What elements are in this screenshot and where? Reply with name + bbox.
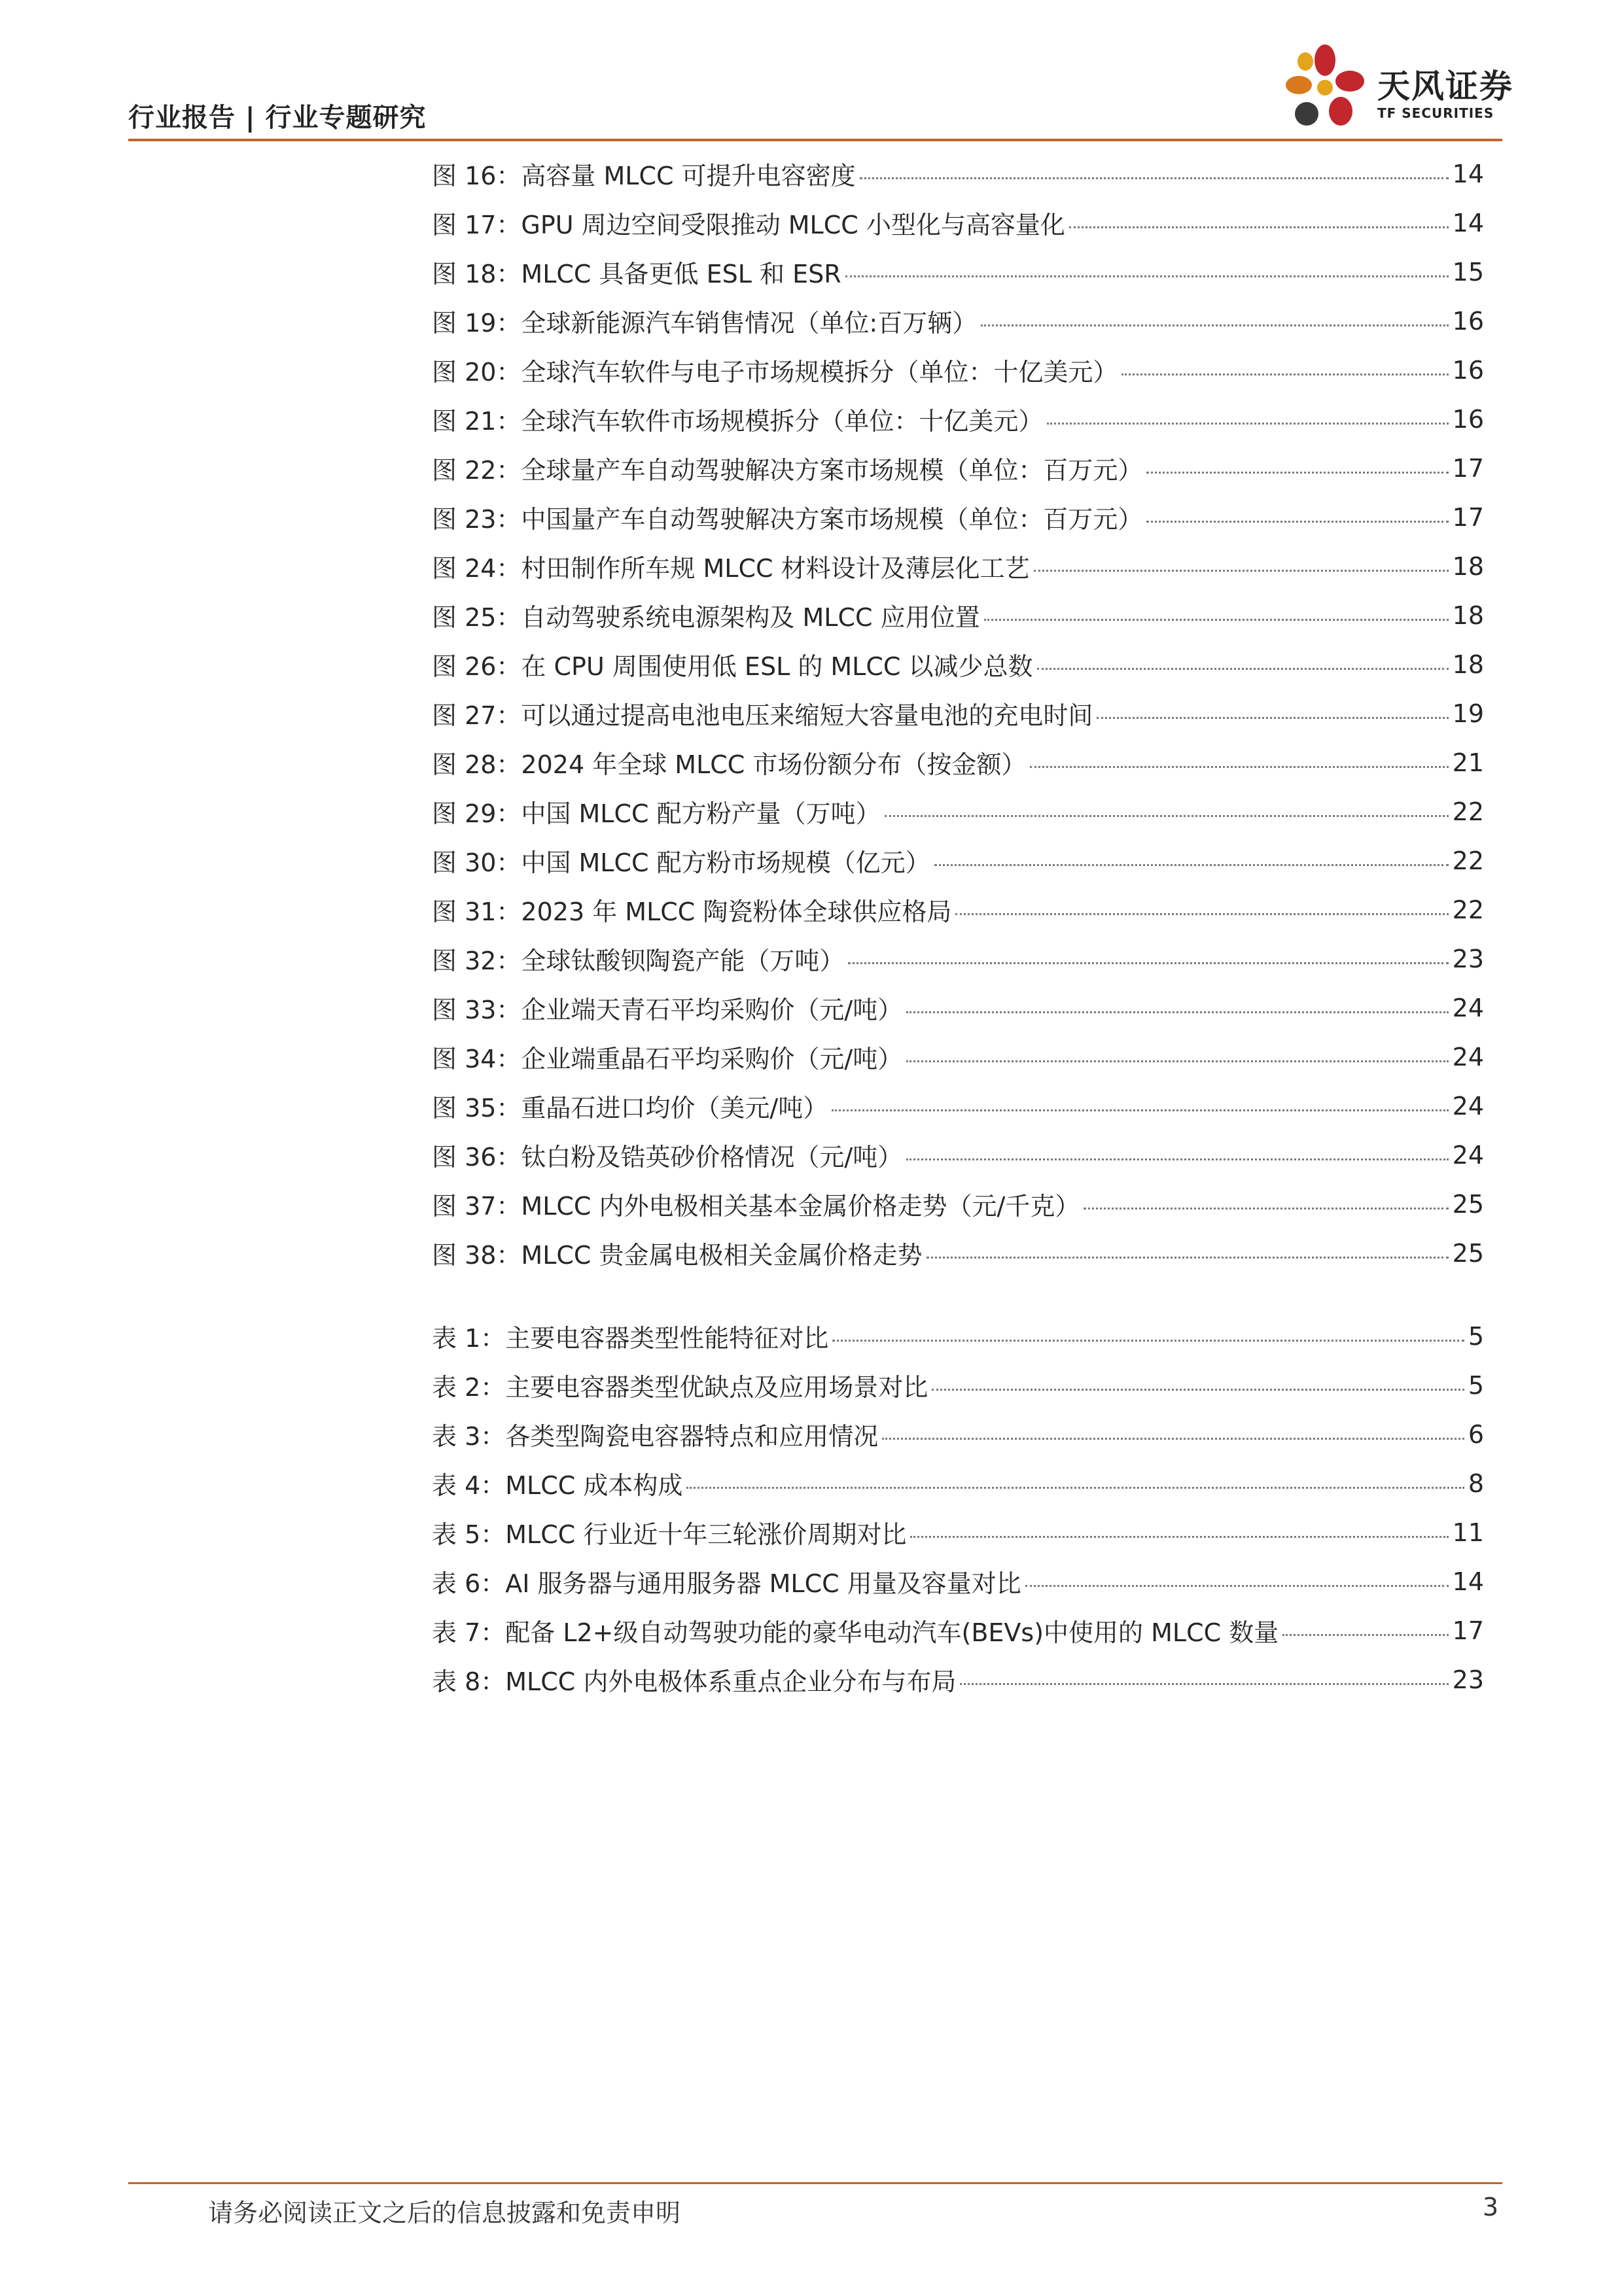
table-toc-entry[interactable] bbox=[432, 1459, 1484, 1508]
logo-english-name: TF SECURITIES bbox=[1377, 105, 1494, 121]
toc-entry-page[interactable]: 14 bbox=[1452, 159, 1484, 188]
toc-entry-page[interactable]: 23 bbox=[1452, 944, 1484, 973]
figure-toc-entry[interactable] bbox=[432, 542, 1484, 591]
toc-entry-page[interactable]: 16 bbox=[1452, 404, 1484, 434]
toc-entry-page[interactable]: 18 bbox=[1452, 600, 1484, 630]
toc-entry-page[interactable]: 18 bbox=[1452, 650, 1484, 679]
figure-toc-entry[interactable] bbox=[432, 885, 1484, 934]
toc-entry-label[interactable]: 图 32：全球钛酸钡陶瓷产能（万吨） bbox=[432, 947, 845, 975]
toc-entry-label[interactable]: 表 3：各类型陶瓷电容器特点和应用情况 bbox=[432, 1422, 879, 1451]
table-toc-entry[interactable] bbox=[432, 1361, 1484, 1410]
toc-entry-label[interactable]: 图 21：全球汽车软件市场规模拆分（单位：十亿美元） bbox=[432, 407, 1044, 436]
figure-toc-entry[interactable] bbox=[432, 247, 1484, 296]
figure-toc-entry[interactable] bbox=[432, 1032, 1484, 1081]
dot-leader bbox=[981, 324, 1448, 326]
toc-entry-page[interactable]: 5 bbox=[1468, 1370, 1484, 1400]
figure-toc-entry[interactable] bbox=[432, 1179, 1484, 1228]
table-toc-entry[interactable] bbox=[432, 1508, 1484, 1557]
header-title: 行业报告 | 行业专题研究 bbox=[128, 103, 427, 133]
dot-leader bbox=[910, 1536, 1448, 1538]
table-toc-entry[interactable] bbox=[432, 1312, 1484, 1361]
figure-toc-entry[interactable] bbox=[432, 493, 1484, 542]
table-toc-entry[interactable] bbox=[432, 1606, 1484, 1655]
toc-entry-page[interactable]: 25 bbox=[1452, 1238, 1484, 1268]
dot-leader bbox=[1034, 570, 1449, 572]
figure-toc-entry[interactable] bbox=[432, 640, 1484, 689]
figure-toc-entry[interactable] bbox=[432, 198, 1484, 247]
toc-entry-page[interactable]: 24 bbox=[1452, 1140, 1484, 1170]
dot-leader bbox=[1097, 717, 1448, 719]
toc-entry-label[interactable]: 表 5：MLCC 行业近十年三轮涨价周期对比 bbox=[432, 1520, 907, 1549]
footer-divider bbox=[128, 2182, 1502, 2184]
dot-leader bbox=[934, 864, 1449, 866]
toc-entry-page[interactable]: 8 bbox=[1468, 1469, 1484, 1498]
dot-leader bbox=[927, 1257, 1449, 1259]
toc-entry-label[interactable]: 表 7：配备 L2+级自动驾驶功能的豪华电动汽车(BEVs)中使用的 MLCC 数量 bbox=[432, 1618, 1279, 1647]
toc-entry-label[interactable]: 图 26：在 CPU 周围使用低 ESL 的 MLCC 以减少总数 bbox=[432, 652, 1033, 681]
dot-leader bbox=[906, 1011, 1448, 1013]
flower-logo-icon bbox=[1279, 41, 1371, 132]
toc-entry-label[interactable]: 图 28：2024 年全球 MLCC 市场份额分布（按金额） bbox=[432, 750, 1027, 779]
toc-entry-page[interactable]: 14 bbox=[1452, 1567, 1484, 1596]
toc-entry-page[interactable]: 17 bbox=[1452, 502, 1484, 532]
toc-entry-page[interactable]: 24 bbox=[1452, 1042, 1484, 1071]
toc-entry-label[interactable]: 图 27：可以通过提高电池电压来缩短大容量电池的充电时间 bbox=[432, 701, 1093, 730]
toc-entry-label[interactable]: 图 33：企业端天青石平均采购价（元/吨） bbox=[432, 996, 903, 1024]
company-logo bbox=[1279, 41, 1513, 132]
table-toc-entry[interactable] bbox=[432, 1557, 1484, 1606]
dot-leader bbox=[1146, 472, 1448, 474]
toc-entry-label[interactable]: 图 16：高容量 MLCC 可提升电容密度 bbox=[432, 162, 856, 190]
dot-leader bbox=[1069, 226, 1449, 228]
toc-entry-page[interactable]: 23 bbox=[1452, 1665, 1484, 1694]
dot-leader bbox=[1047, 423, 1448, 425]
toc-entry-label[interactable]: 表 4：MLCC 成本构成 bbox=[432, 1471, 683, 1500]
toc-entry-page[interactable]: 16 bbox=[1452, 306, 1484, 336]
figure-toc-entry[interactable] bbox=[432, 1081, 1484, 1130]
figure-toc-entry[interactable] bbox=[432, 787, 1484, 836]
dot-leader bbox=[882, 1438, 1464, 1440]
toc-entry-label[interactable]: 图 37：MLCC 内外电极相关基本金属价格走势（元/千克） bbox=[432, 1192, 1080, 1221]
table-toc-entry[interactable] bbox=[432, 1655, 1484, 1704]
toc-entry-label[interactable]: 表 2：主要电容器类型优缺点及应用场景对比 bbox=[432, 1373, 928, 1402]
toc-entry-page[interactable]: 6 bbox=[1468, 1419, 1484, 1449]
toc-entry-page[interactable]: 15 bbox=[1452, 257, 1484, 287]
dot-leader bbox=[906, 1158, 1448, 1160]
figure-toc-entry[interactable] bbox=[432, 738, 1484, 787]
figure-toc-entry[interactable] bbox=[432, 1228, 1484, 1278]
figure-toc-entry[interactable] bbox=[432, 689, 1484, 738]
toc-entry-page[interactable]: 22 bbox=[1452, 797, 1484, 826]
dot-leader bbox=[832, 1109, 1448, 1111]
toc-entry-page[interactable]: 24 bbox=[1452, 993, 1484, 1022]
toc-entry-page[interactable]: 24 bbox=[1452, 1091, 1484, 1121]
toc-entry-label[interactable]: 图 30：中国 MLCC 配方粉市场规模（亿元） bbox=[432, 848, 930, 877]
toc-entry-label[interactable]: 图 22：全球量产车自动驾驶解决方案市场规模（单位：百万元） bbox=[432, 456, 1143, 485]
page-number: 3 bbox=[1482, 2193, 1498, 2221]
toc-entry-page[interactable]: 22 bbox=[1452, 895, 1484, 924]
dot-leader bbox=[955, 913, 1448, 915]
toc-entry-page[interactable]: 21 bbox=[1452, 748, 1484, 777]
figure-toc-entry[interactable] bbox=[432, 1130, 1484, 1179]
toc-entry-label[interactable]: 表 1：主要电容器类型性能特征对比 bbox=[432, 1324, 829, 1353]
dot-leader bbox=[1146, 521, 1448, 523]
toc-entry-label[interactable]: 图 31：2023 年 MLCC 陶瓷粉体全球供应格局 bbox=[432, 897, 952, 926]
toc-entry-label[interactable]: 图 17：GPU 周边空间受限推动 MLCC 小型化与高容量化 bbox=[432, 211, 1065, 239]
dot-leader bbox=[1025, 1585, 1449, 1587]
logo-chinese-name: 天风证券 bbox=[1377, 67, 1513, 105]
figure-toc-entry[interactable] bbox=[432, 394, 1484, 444]
figure-toc-entry[interactable] bbox=[432, 296, 1484, 345]
toc-entry-page[interactable]: 5 bbox=[1468, 1321, 1484, 1351]
table-toc-entry[interactable] bbox=[432, 1410, 1484, 1459]
toc-entry-label[interactable]: 图 38：MLCC 贵金属电极相关金属价格走势 bbox=[432, 1241, 923, 1270]
dot-leader bbox=[885, 815, 1449, 817]
dot-leader bbox=[932, 1389, 1464, 1391]
toc-entry-label[interactable]: 图 20：全球汽车软件与电子市场规模拆分（单位：十亿美元） bbox=[432, 358, 1118, 387]
toc-entry-page[interactable]: 14 bbox=[1452, 208, 1484, 237]
toc-entry-label[interactable]: 图 25：自动驾驶系统电源架构及 MLCC 应用位置 bbox=[432, 603, 980, 632]
toc-entry-label[interactable]: 图 29：中国 MLCC 配方粉产量（万吨） bbox=[432, 799, 881, 828]
toc-entry-label[interactable]: 表 8：MLCC 内外电极体系重点企业分布与布局 bbox=[432, 1667, 957, 1696]
dot-leader bbox=[1084, 1208, 1448, 1209]
dot-leader bbox=[1030, 766, 1448, 768]
figure-toc-entry[interactable] bbox=[432, 934, 1484, 983]
dot-leader bbox=[686, 1487, 1464, 1489]
footer-disclaimer: 请务必阅读正文之后的信息披露和免责申明 bbox=[208, 2199, 681, 2227]
dot-leader bbox=[1037, 668, 1449, 670]
table-index-list bbox=[432, 1312, 1484, 1704]
dot-leader bbox=[906, 1060, 1448, 1062]
dot-leader bbox=[1121, 374, 1448, 375]
toc-entry-label[interactable]: 图 34：企业端重晶石平均采购价（元/吨） bbox=[432, 1045, 903, 1073]
dot-leader bbox=[1282, 1634, 1448, 1636]
toc-entry-page[interactable]: 11 bbox=[1452, 1518, 1484, 1547]
dot-leader bbox=[832, 1340, 1464, 1342]
toc-entry-label[interactable]: 图 18：MLCC 具备更低 ESL 和 ESR bbox=[432, 260, 841, 288]
figure-index-list bbox=[432, 149, 1484, 1278]
toc-entry-page[interactable]: 17 bbox=[1452, 1616, 1484, 1645]
header-divider bbox=[128, 139, 1502, 141]
toc-entry-label[interactable]: 图 35：重晶石进口均价（美元/吨） bbox=[432, 1094, 828, 1122]
toc-entry-page[interactable]: 17 bbox=[1452, 453, 1484, 483]
figure-toc-entry[interactable] bbox=[432, 983, 1484, 1032]
toc-entry-label[interactable]: 表 6：AI 服务器与通用服务器 MLCC 用量及容量对比 bbox=[432, 1569, 1021, 1598]
toc-entry-page[interactable]: 18 bbox=[1452, 551, 1484, 581]
dot-leader bbox=[960, 1683, 1448, 1685]
figure-toc-entry[interactable] bbox=[432, 836, 1484, 885]
toc-entry-page[interactable]: 16 bbox=[1452, 355, 1484, 385]
dot-leader bbox=[860, 177, 1449, 179]
dot-leader bbox=[848, 962, 1448, 964]
figure-toc-entry[interactable] bbox=[432, 444, 1484, 493]
figure-toc-entry[interactable] bbox=[432, 345, 1484, 394]
toc-entry-page[interactable]: 19 bbox=[1452, 699, 1484, 728]
figure-toc-entry[interactable] bbox=[432, 149, 1484, 198]
toc-entry-page[interactable]: 22 bbox=[1452, 846, 1484, 875]
dot-leader bbox=[984, 619, 1449, 621]
toc-entry-label[interactable]: 图 19：全球新能源汽车销售情况（单位:百万辆） bbox=[432, 309, 978, 338]
dot-leader bbox=[845, 275, 1449, 277]
toc-entry-label[interactable]: 图 23：中国量产车自动驾驶解决方案市场规模（单位：百万元） bbox=[432, 505, 1143, 534]
figure-toc-entry[interactable] bbox=[432, 591, 1484, 640]
toc-entry-page[interactable]: 25 bbox=[1452, 1189, 1484, 1219]
toc-entry-label[interactable]: 图 36：钛白粉及锆英砂价格情况（元/吨） bbox=[432, 1143, 903, 1172]
toc-entry-label[interactable]: 图 24：村田制作所车规 MLCC 材料设计及薄层化工艺 bbox=[432, 554, 1030, 583]
